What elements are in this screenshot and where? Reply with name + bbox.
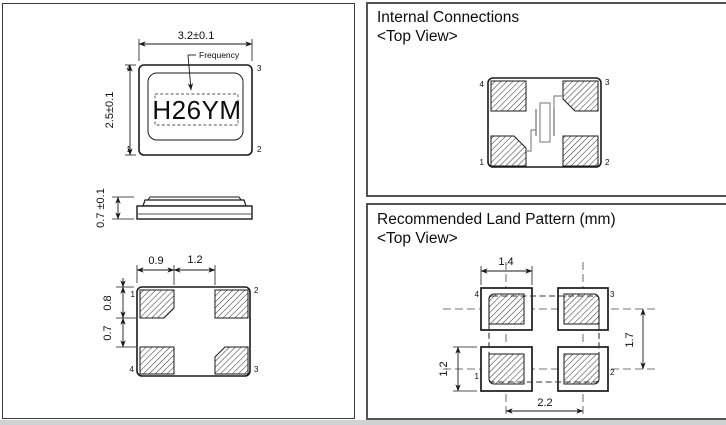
footprint-pad-2 [564, 354, 599, 384]
bottom-pad-1 [140, 290, 174, 318]
top-view-pin-1: 1 [126, 145, 131, 154]
land-dim-22: 2.2 [537, 397, 553, 409]
internal-connections-title: Internal Connections [377, 9, 520, 26]
internal-connections-subtitle: <Top View> [377, 28, 458, 45]
bottom-view-drawing [116, 265, 250, 376]
land-pin-2: 2 [610, 368, 615, 377]
internal-pin-1: 1 [479, 158, 484, 167]
land-pin-4: 4 [474, 290, 479, 299]
footprint-pad-4 [489, 294, 524, 324]
bottom-pad-4 [140, 347, 174, 374]
bottom-view-dim-07: 0.7 [102, 325, 114, 341]
land-dim-14: 1.4 [498, 256, 514, 268]
land-dim-17: 1.7 [624, 332, 636, 348]
bottom-view-dim-09: 0.9 [148, 255, 164, 267]
land-dim-12: 1.2 [438, 361, 450, 377]
internal-pin-2: 2 [605, 158, 610, 167]
side-view-base [137, 206, 252, 219]
side-view-height-dim: 0.7 ±0.1 [95, 188, 107, 228]
land-pattern-subtitle: <Top View> [377, 230, 458, 247]
side-view-lid [143, 200, 246, 206]
bottom-view-dim-12: 1.2 [187, 254, 203, 266]
top-view-pin-2: 2 [257, 145, 262, 154]
side-view-drawing [112, 197, 252, 219]
top-view-height-dim: 2.5±0.1 [104, 91, 116, 129]
footprint-pad-3 [564, 294, 599, 324]
internal-pad-4 [491, 81, 526, 111]
top-view-pin-4: 4 [126, 64, 131, 73]
bottom-view-pin-2: 2 [254, 286, 259, 295]
top-view-marking-text: H26YM [152, 95, 242, 125]
internal-pad-2 [563, 136, 598, 166]
bottom-view-dim-08: 0.8 [102, 295, 114, 311]
internal-pin-4: 4 [479, 80, 484, 89]
bottom-pad-2 [215, 290, 248, 318]
land-pin-3: 3 [610, 290, 615, 299]
land-pattern-title: Recommended Land Pattern (mm) [377, 211, 616, 228]
bottom-view-pin-3: 3 [254, 365, 259, 374]
top-view-width-dim: 3.2±0.1 [177, 30, 215, 42]
land-pin-1: 1 [474, 372, 479, 381]
bottom-view-pin-1: 1 [130, 290, 135, 299]
crystal-body [540, 103, 550, 142]
internal-pin-3: 3 [605, 78, 610, 87]
internal-connections-drawing [488, 78, 601, 167]
footprint-pad-1 [489, 354, 524, 384]
top-view-pin-3: 3 [257, 64, 262, 73]
bottom-view-pin-4: 4 [129, 365, 134, 374]
frequency-label: Frequency [199, 50, 240, 60]
